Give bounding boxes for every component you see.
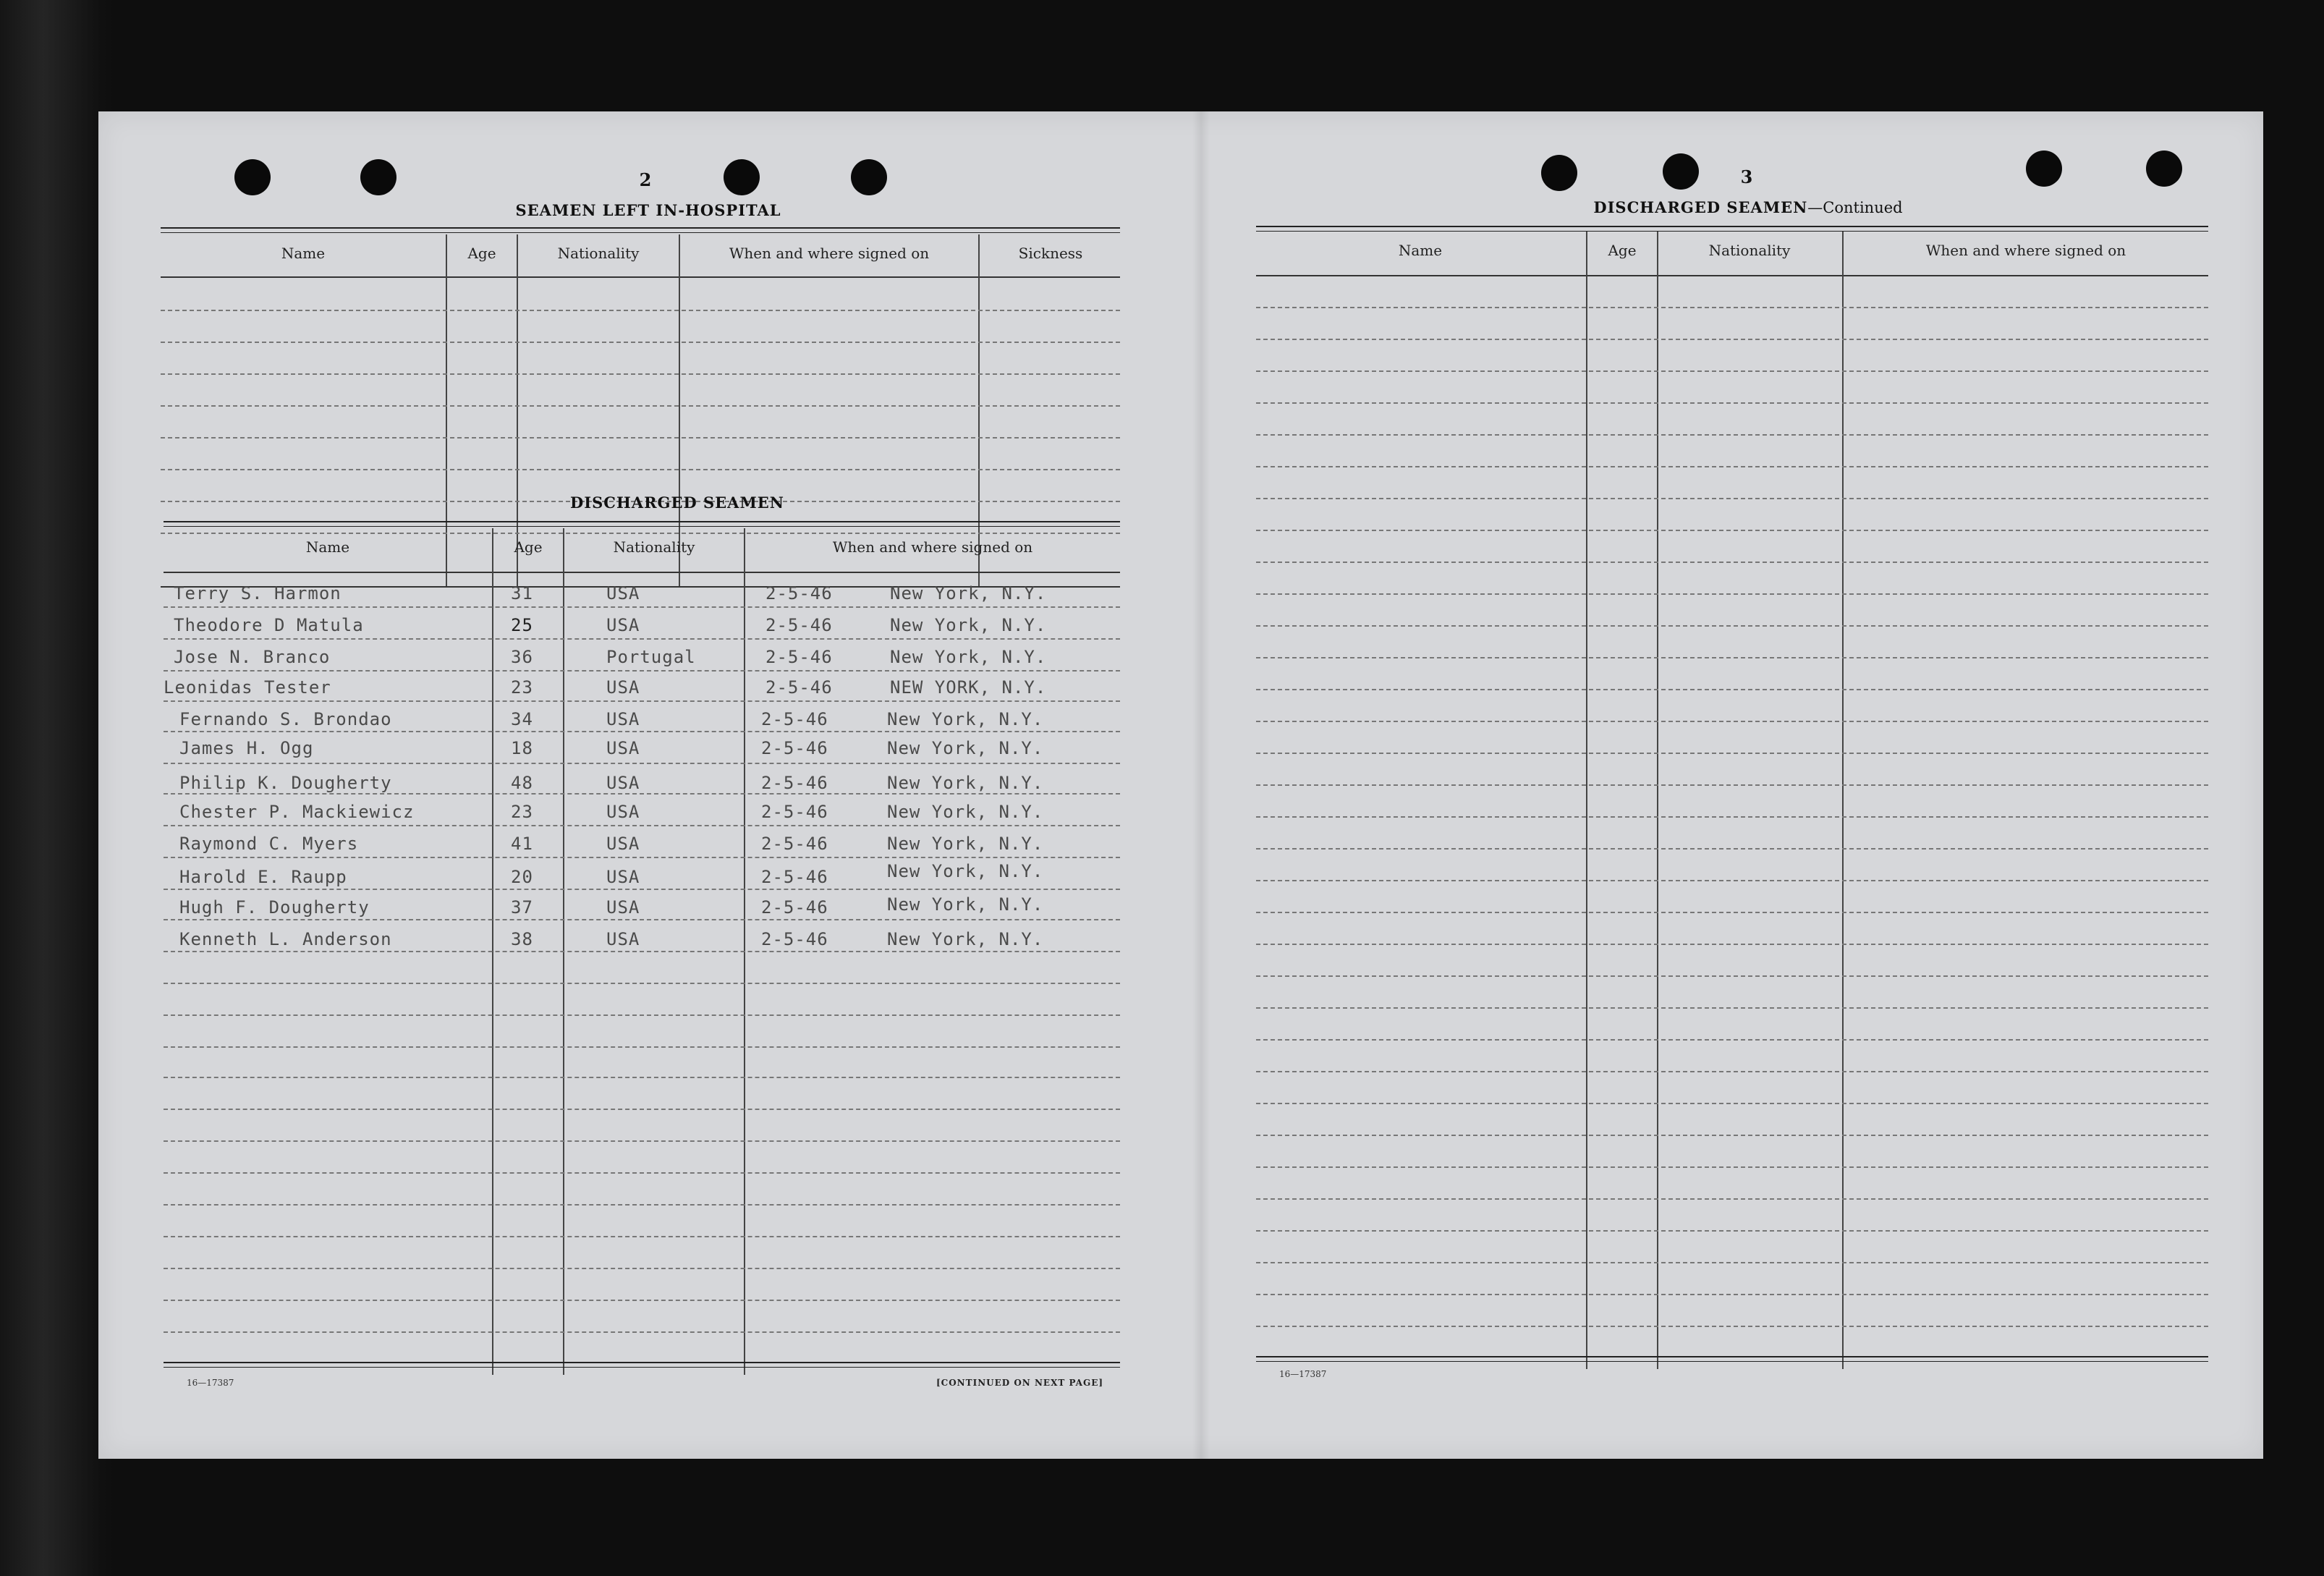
column-header-nationality: Nationality	[613, 538, 695, 556]
signed-on-date: 2-5-46	[766, 677, 833, 698]
seaman-age: 36	[511, 647, 533, 667]
seaman-age: 23	[511, 802, 533, 822]
seaman-age: 37	[511, 897, 533, 918]
row-line	[164, 1172, 1120, 1174]
row-line	[1256, 1230, 2208, 1232]
row-line	[164, 951, 1120, 952]
seaman-nationality: USA	[606, 709, 640, 729]
seaman-nationality: USA	[606, 802, 640, 822]
row-line	[1256, 402, 2208, 404]
binder-hole	[2146, 151, 2182, 187]
signed-on-date: 2-5-46	[761, 773, 828, 793]
row-line	[1256, 434, 2208, 436]
signed-on-date: 2-5-46	[761, 709, 828, 729]
row-line	[164, 793, 1120, 795]
footer-rule	[164, 1362, 1120, 1368]
signed-on-date: 2-5-46	[766, 615, 833, 635]
row-line	[1256, 1039, 2208, 1041]
row-line	[164, 1014, 1120, 1016]
row-line	[1256, 816, 2208, 818]
signed-on-place: New York, N.Y.	[890, 615, 1047, 635]
row-line	[1256, 307, 2208, 308]
row-line	[1256, 657, 2208, 658]
seaman-nationality: USA	[606, 773, 640, 793]
row-line	[1256, 562, 2208, 563]
seaman-age: 23	[511, 677, 533, 698]
signed-on-date: 2-5-46	[761, 802, 828, 822]
seaman-name: Hugh F. Dougherty	[179, 897, 370, 918]
signed-on-date: 2-5-46	[761, 867, 828, 887]
seaman-nationality: USA	[606, 738, 640, 758]
row-line	[164, 700, 1120, 702]
row-line	[1256, 880, 2208, 881]
center-fold	[1192, 111, 1210, 1459]
signed-on-place: New York, N.Y.	[887, 738, 1044, 758]
footer-rule	[1256, 1356, 2208, 1362]
seaman-name: Chester P. Mackiewicz	[179, 802, 415, 822]
binder-hole	[1663, 153, 1699, 190]
row-line	[1256, 753, 2208, 754]
seaman-nationality: USA	[606, 677, 640, 698]
column-header-nationality: Nationality	[1708, 242, 1791, 259]
binder-hole	[234, 159, 271, 195]
seaman-name: Raymond C. Myers	[179, 834, 359, 854]
row-line	[164, 1236, 1120, 1237]
column-header-signed-on: When and where signed on	[729, 245, 930, 262]
row-line	[164, 825, 1120, 826]
column-header-name: Name	[281, 245, 326, 262]
discharged-section-title: DISCHARGED SEAMEN	[570, 493, 784, 512]
row-line	[1256, 339, 2208, 340]
row-line	[164, 638, 1120, 640]
row-line	[164, 763, 1120, 764]
row-line	[161, 405, 1120, 407]
seaman-age: 25	[511, 615, 533, 635]
signed-on-place: New York, N.Y.	[887, 861, 1044, 881]
row-line	[1256, 1326, 2208, 1327]
form-number: 16—17387	[1279, 1369, 1327, 1379]
row-line	[1256, 1166, 2208, 1168]
row-line	[1256, 593, 2208, 595]
seaman-nationality: USA	[606, 867, 640, 887]
column-header-signed-on: When and where signed on	[832, 538, 1033, 556]
title-main: DISCHARGED SEAMEN	[1593, 198, 1808, 216]
seaman-name: Kenneth L. Anderson	[179, 929, 392, 949]
signed-on-date: 2-5-46	[766, 647, 833, 667]
row-line	[161, 533, 1120, 534]
seaman-age: 41	[511, 834, 533, 854]
seaman-name: Terry S. Harmon	[174, 583, 342, 603]
binder-hole	[724, 159, 760, 195]
row-line	[1256, 1103, 2208, 1104]
row-line	[1256, 370, 2208, 372]
column-header-nationality: Nationality	[557, 245, 640, 262]
signed-on-place: NEW YORK, N.Y.	[890, 677, 1047, 698]
row-line	[1256, 1262, 2208, 1263]
row-line	[164, 919, 1120, 920]
row-line	[164, 1268, 1120, 1269]
row-line	[164, 889, 1120, 890]
seaman-age: 48	[511, 773, 533, 793]
signed-on-place: New York, N.Y.	[887, 929, 1044, 949]
row-line	[1256, 1071, 2208, 1072]
binder-hole	[360, 159, 396, 195]
signed-on-place: New York, N.Y.	[887, 709, 1044, 729]
column-header-name: Name	[1398, 242, 1443, 259]
title-suffix: —Continued	[1807, 199, 1903, 216]
table-rule	[161, 276, 1120, 278]
column-divider	[978, 234, 980, 588]
row-line	[164, 1204, 1120, 1206]
column-header-age: Age	[514, 538, 543, 556]
row-line	[164, 857, 1120, 858]
row-line	[1256, 721, 2208, 722]
row-line	[1256, 784, 2208, 786]
signed-on-date: 2-5-46	[761, 929, 828, 949]
header-rule	[1256, 226, 2208, 232]
table-rule	[164, 572, 1120, 573]
seaman-age: 34	[511, 709, 533, 729]
column-divider	[679, 234, 680, 588]
table-rule	[1256, 275, 2208, 276]
signed-on-date: 2-5-46	[761, 834, 828, 854]
row-line	[1256, 1135, 2208, 1136]
row-line	[164, 1300, 1120, 1301]
binder-hole	[1541, 155, 1577, 191]
row-line	[164, 670, 1120, 672]
continued-note: [CONTINUED ON NEXT PAGE]	[936, 1378, 1104, 1388]
row-line	[164, 1046, 1120, 1048]
row-line	[164, 606, 1120, 608]
seaman-nationality: USA	[606, 929, 640, 949]
row-line	[161, 437, 1120, 439]
form-number: 16—17387	[187, 1378, 234, 1388]
row-line	[164, 1331, 1120, 1333]
page-number: 3	[1740, 166, 1753, 187]
seaman-name: James H. Ogg	[179, 738, 314, 758]
binder-hole	[851, 159, 887, 195]
seaman-age: 20	[511, 867, 533, 887]
signed-on-place: New York, N.Y.	[890, 583, 1047, 603]
row-line	[1256, 912, 2208, 913]
row-line	[1256, 530, 2208, 531]
seaman-nationality: Portugal	[606, 647, 696, 667]
seaman-name: Leonidas Tester	[164, 677, 331, 698]
signed-on-place: New York, N.Y.	[890, 647, 1047, 667]
seaman-age: 38	[511, 929, 533, 949]
row-line	[164, 1140, 1120, 1142]
header-rule	[164, 521, 1120, 527]
row-line	[1256, 689, 2208, 690]
seaman-name: Fernando S. Brondao	[179, 709, 392, 729]
signed-on-date: 2-5-46	[761, 897, 828, 918]
column-divider	[446, 234, 447, 588]
seaman-name: Theodore D Matula	[174, 615, 364, 635]
row-line	[164, 983, 1120, 984]
column-header-age: Age	[1608, 242, 1637, 259]
row-line	[1256, 975, 2208, 977]
row-line	[1256, 944, 2208, 945]
seaman-age: 18	[511, 738, 533, 758]
seaman-name: Harold E. Raupp	[179, 867, 347, 887]
seaman-nationality: USA	[606, 583, 640, 603]
seaman-name: Philip K. Dougherty	[179, 773, 392, 793]
row-line	[1256, 848, 2208, 850]
document-sheet	[98, 111, 2263, 1459]
row-line	[164, 1077, 1120, 1078]
seaman-nationality: USA	[606, 615, 640, 635]
signed-on-place: New York, N.Y.	[887, 802, 1044, 822]
signed-on-date: 2-5-46	[766, 583, 833, 603]
row-line	[1256, 498, 2208, 499]
seaman-age: 31	[511, 583, 533, 603]
signed-on-place: New York, N.Y.	[887, 894, 1044, 915]
row-line	[1256, 466, 2208, 467]
column-divider	[517, 234, 518, 588]
row-line	[161, 342, 1120, 343]
binder-hole	[2026, 151, 2062, 187]
row-line	[164, 1109, 1120, 1110]
seaman-nationality: USA	[606, 897, 640, 918]
hospital-section-title: SEAMEN LEFT IN-HOSPITAL	[515, 201, 781, 219]
signed-on-date: 2-5-46	[761, 738, 828, 758]
row-line	[161, 469, 1120, 470]
page-number: 2	[639, 169, 652, 190]
column-header-sickness: Sickness	[1018, 245, 1083, 262]
signed-on-place: New York, N.Y.	[887, 773, 1044, 793]
row-line	[1256, 625, 2208, 627]
signed-on-place: New York, N.Y.	[887, 834, 1044, 854]
seaman-nationality: USA	[606, 834, 640, 854]
column-header-age: Age	[467, 245, 496, 262]
row-line	[1256, 1198, 2208, 1200]
discharged-continued-title	[1545, 198, 1951, 216]
row-line	[161, 310, 1120, 311]
row-line	[164, 731, 1120, 732]
column-header-name: Name	[305, 538, 350, 556]
header-rule	[161, 227, 1120, 233]
row-line	[1256, 1294, 2208, 1295]
column-header-signed-on: When and where signed on	[1925, 242, 2126, 259]
row-line	[1256, 1007, 2208, 1009]
row-line	[161, 373, 1120, 375]
seaman-name: Jose N. Branco	[174, 647, 331, 667]
